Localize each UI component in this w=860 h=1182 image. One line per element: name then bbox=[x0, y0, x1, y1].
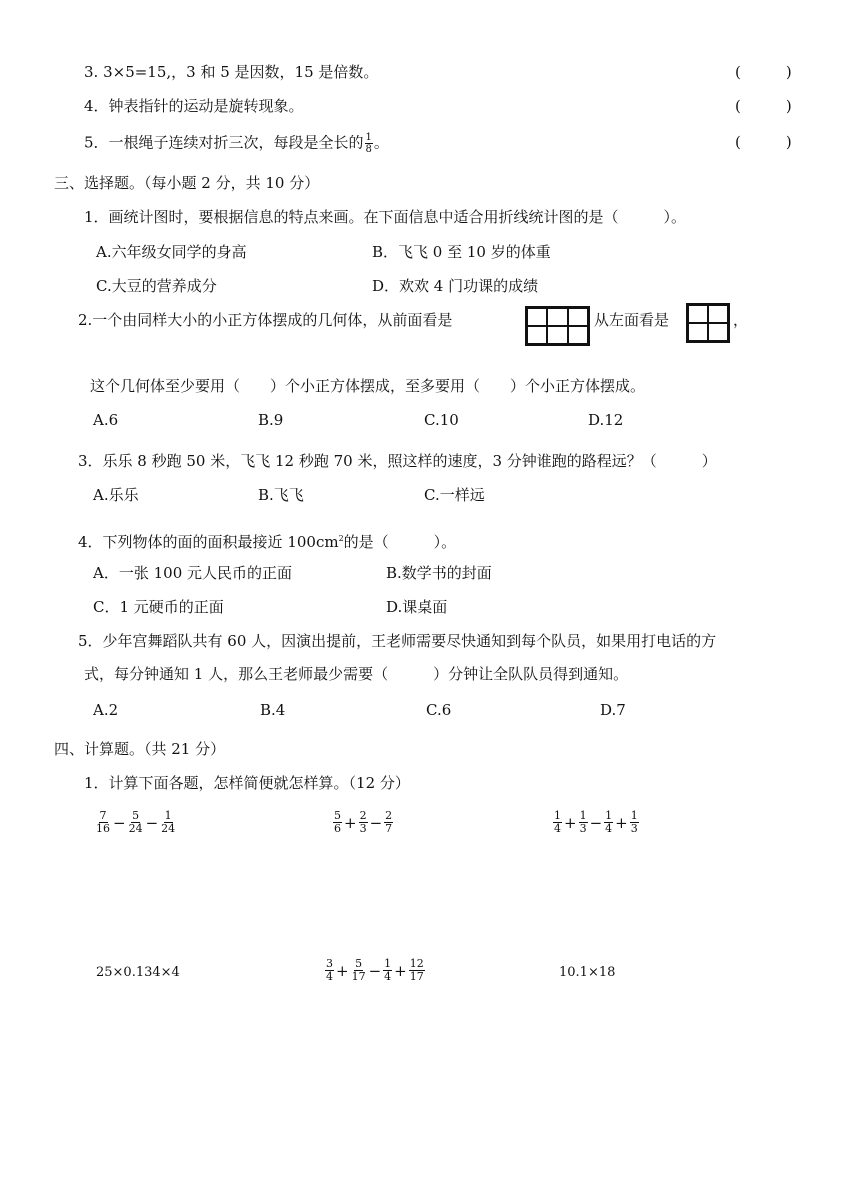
option-a: A．一张 100 元人民币的正面 bbox=[93, 564, 293, 582]
numerator: 5 bbox=[132, 809, 140, 822]
fraction bbox=[333, 810, 342, 835]
operator: + bbox=[336, 961, 349, 980]
operator: + bbox=[344, 813, 357, 832]
fraction bbox=[409, 958, 425, 983]
fraction bbox=[160, 810, 176, 835]
option-a: A.6 bbox=[93, 411, 119, 429]
operator: − bbox=[145, 813, 159, 832]
question-stem: 1．计算下面各题，怎样简便就怎样算。（12 分） bbox=[84, 774, 410, 792]
denominator: 17 bbox=[351, 970, 366, 983]
fraction bbox=[579, 810, 588, 835]
denominator: 24 bbox=[128, 822, 143, 835]
numerator: 12 bbox=[409, 957, 424, 970]
denominator: 3 bbox=[359, 822, 367, 835]
numerator: 3 bbox=[326, 957, 333, 970]
question-stem: 1．画统计图时，要根据信息的特点来画。在下面信息中适合用折线统计图的是（ ）。 bbox=[84, 208, 687, 226]
expression-2 bbox=[332, 810, 394, 835]
judge-question-5: 5．一根绳子连续对折三次，每段是全长的 $\frac{1}{8}$ 。 bbox=[84, 132, 389, 155]
expression-3 bbox=[552, 810, 640, 835]
denominator: 4 bbox=[326, 970, 333, 983]
fraction bbox=[351, 958, 367, 983]
operator: + bbox=[615, 813, 628, 832]
expression-1 bbox=[94, 810, 177, 835]
left-view-grid bbox=[686, 303, 730, 343]
denominator: 17 bbox=[409, 970, 424, 983]
option-c: C.10 bbox=[424, 411, 459, 429]
judge-question-3: 3. 3×5=15,，3 和 5 是因数，15 是倍数。 bbox=[84, 63, 379, 81]
numerator: 1 bbox=[384, 957, 392, 970]
front-view-grid bbox=[525, 306, 590, 346]
operator: + bbox=[564, 813, 577, 832]
judge-question-4: 4．钟表指针的运动是旋转现象。 bbox=[84, 97, 304, 115]
numerator: 1 bbox=[605, 809, 613, 822]
question-stem: 这个几何体至少要用（ ）个小正方体摆成，至多要用（ ）个小正方体摆成。 bbox=[90, 377, 646, 395]
question-stem: 4．下列物体的面的面积最接近 $100cm^2$的是（ ）。 bbox=[78, 533, 457, 551]
option-d: D．欢欢 4 门功课的成绩 bbox=[372, 277, 539, 295]
fraction bbox=[630, 810, 639, 835]
option-a: A.乐乐 bbox=[93, 486, 139, 504]
option-c: C.6 bbox=[426, 701, 452, 719]
denominator: 7 bbox=[385, 822, 393, 835]
question-stem: 式，每分钟通知 1 人，那么王老师最少需要（ ）分钟让全队队员得到通知。 bbox=[84, 665, 629, 683]
fraction bbox=[359, 810, 368, 835]
fraction bbox=[553, 810, 562, 835]
option-b: B．飞飞 0 至 10 岁的体重 bbox=[372, 243, 551, 261]
judge-question-5-text: 5．一根绳子连续对折三次，每段是全长的 bbox=[84, 133, 364, 152]
operator: − bbox=[369, 813, 383, 832]
option-d: D.课桌面 bbox=[386, 598, 448, 616]
fraction bbox=[128, 810, 144, 835]
denominator: 3 bbox=[579, 822, 587, 835]
option-a: A.2 bbox=[93, 701, 119, 719]
denominator: 24 bbox=[161, 822, 176, 835]
option-b: B.飞飞 bbox=[258, 486, 304, 504]
question-stem-part: 从左面看是 bbox=[594, 311, 670, 329]
option-b: B.数学书的封面 bbox=[386, 564, 492, 582]
answer-paren: ( ) bbox=[735, 97, 792, 115]
fraction bbox=[384, 810, 393, 835]
denominator: 4 bbox=[554, 822, 561, 835]
denominator: 16 bbox=[96, 822, 110, 835]
answer-paren: ( ) bbox=[735, 63, 792, 81]
denominator: 3 bbox=[630, 822, 638, 835]
fraction bbox=[383, 958, 392, 983]
expression-6: 10.1×18 bbox=[559, 965, 616, 980]
section-title: 三、选择题。（每小题 2 分，共 10 分） bbox=[54, 174, 320, 192]
fraction bbox=[604, 810, 613, 835]
option-a: A.六年级女同学的身高 bbox=[96, 243, 247, 261]
question-stem-part: ， bbox=[733, 311, 749, 329]
operator: − bbox=[589, 813, 603, 832]
operator: + bbox=[394, 961, 407, 980]
numerator: 7 bbox=[99, 809, 107, 822]
numerator: 2 bbox=[359, 809, 367, 822]
numerator: 1 bbox=[164, 809, 172, 822]
denominator: 4 bbox=[605, 822, 613, 835]
numerator: 1 bbox=[630, 809, 638, 822]
option-b: B.9 bbox=[258, 411, 284, 429]
section-title: 四、计算题。（共 21 分） bbox=[54, 740, 226, 758]
option-c: C.一样远 bbox=[424, 486, 485, 504]
question-stem: 2.一个由同样大小的小正方体摆成的几何体，从前面看是 bbox=[78, 311, 453, 329]
expression-4: 25×0.134×4 bbox=[96, 965, 180, 980]
option-d: D.7 bbox=[600, 701, 626, 719]
option-c: C．1 元硬币的正面 bbox=[93, 598, 224, 616]
denominator: 4 bbox=[384, 970, 392, 983]
fraction bbox=[95, 810, 111, 835]
numerator: 1 bbox=[579, 809, 587, 822]
operator: − bbox=[368, 961, 382, 980]
fraction bbox=[325, 958, 334, 983]
denominator: 6 bbox=[334, 822, 341, 835]
numerator: 5 bbox=[355, 957, 363, 970]
option-b: B.4 bbox=[260, 701, 286, 719]
question-stem: 3．乐乐 8 秒跑 50 米，飞飞 12 秒跑 70 米，照这样的速度，3 分钟谁跑的路程远？（ ） bbox=[78, 452, 717, 470]
question-stem: 5．少年宫舞蹈队共有 60 人，因演出提前，王老师需要尽快通知到每个队员，如果用打电话的方 bbox=[78, 632, 717, 650]
expression-5 bbox=[324, 958, 426, 983]
option-c: C.大豆的营养成分 bbox=[96, 277, 217, 295]
answer-paren: ( ) bbox=[735, 133, 792, 151]
numerator: 1 bbox=[554, 809, 561, 822]
numerator: 5 bbox=[334, 809, 341, 822]
numerator: 2 bbox=[385, 809, 393, 822]
operator: − bbox=[113, 813, 126, 832]
fraction: $\frac{1}{8}$ bbox=[365, 132, 372, 155]
option-d: D.12 bbox=[588, 411, 624, 429]
